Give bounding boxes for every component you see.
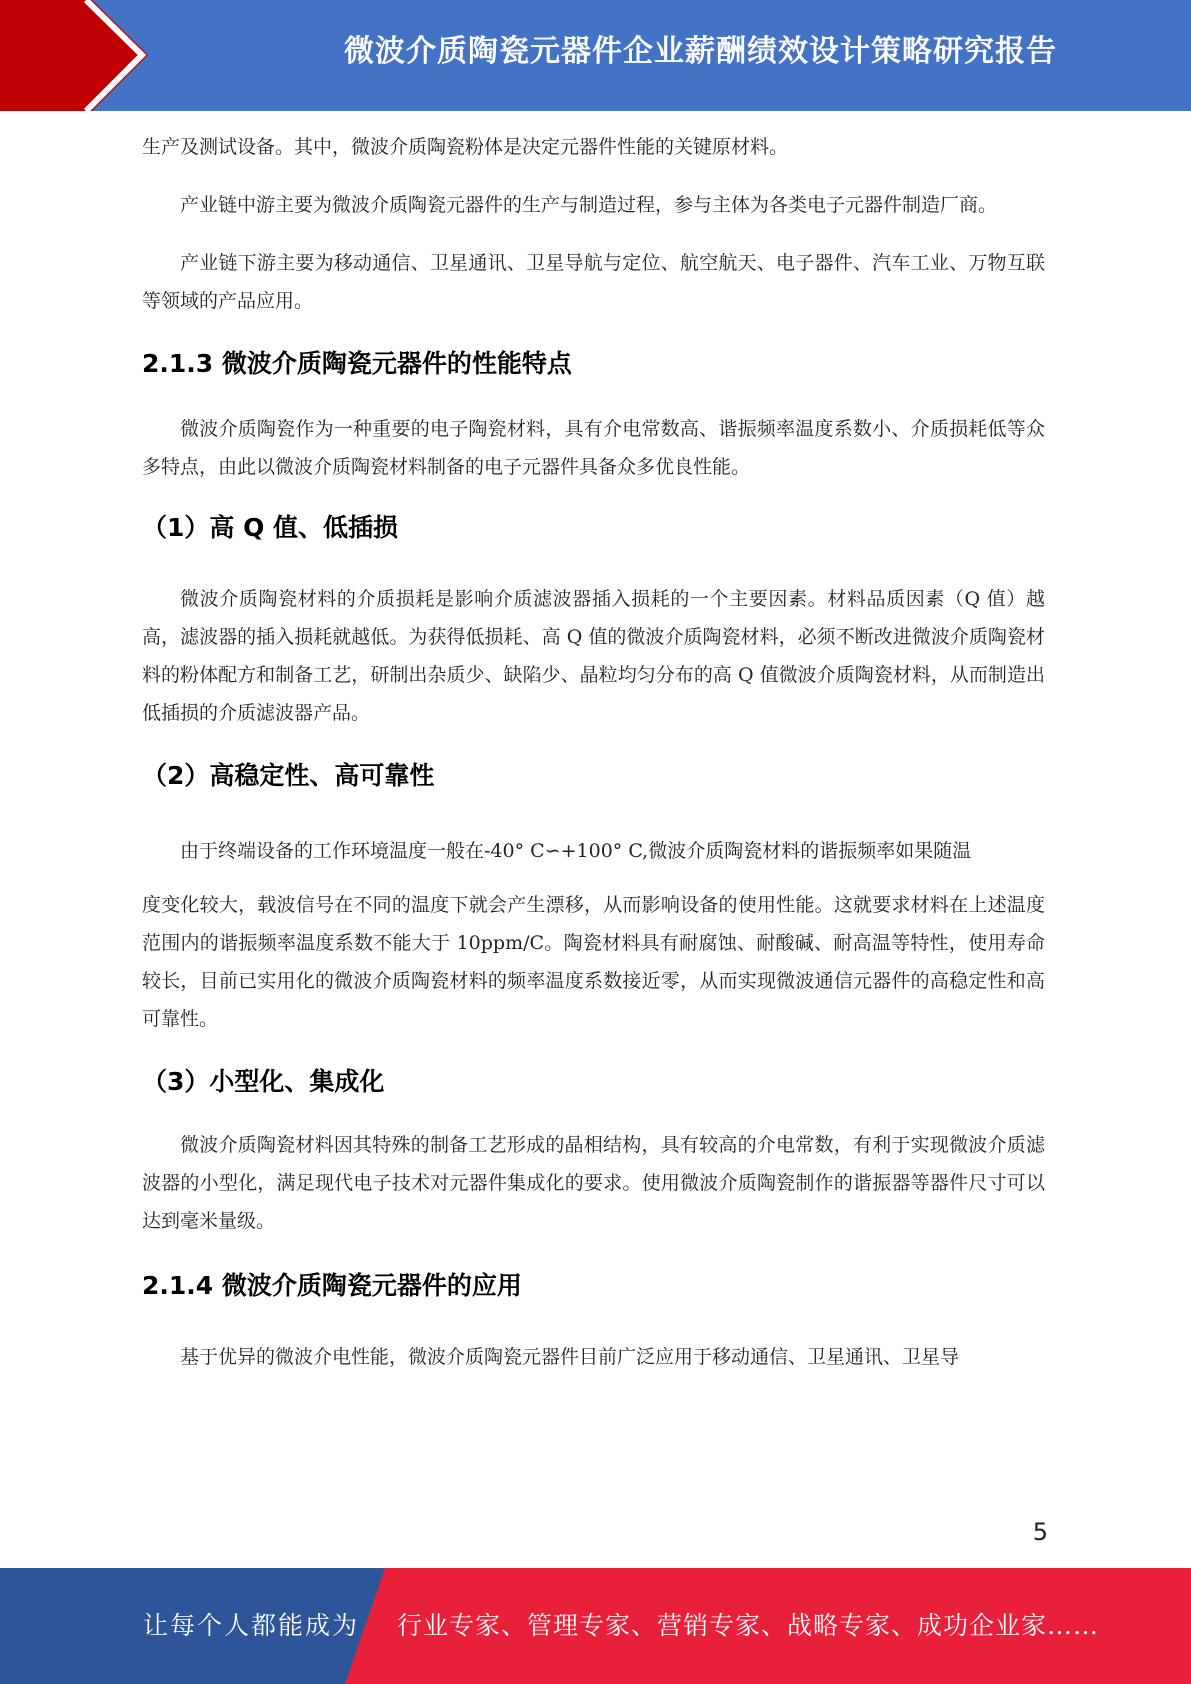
section-heading-2-1-4: 2.1.4 微波介质陶瓷元器件的应用 bbox=[142, 1271, 522, 1300]
paragraph-5: 微波介质陶瓷材料的介质损耗是影响介质滤波器插入损耗的一个主要因素。材料品质因素（Q 值）越高，滤波器的插入损耗就越低。为获得低损耗、高 Q 值的微波介质陶瓷材料，必须不断改进微波介质陶瓷材料的粉体配方和制备工艺，研制出杂质少、缺陷少、晶粒均匀分布的高 Q 值微波介质陶瓷材料，从而制造出低插损的介质滤波器产品。 bbox=[142, 588, 1045, 724]
footer-slogan-left: 让每个人都能成为 bbox=[143, 1611, 360, 1640]
paragraph-8: 基于优异的微波介电性能，微波介质陶瓷元器件目前广泛应用于移动通信、卫星通讯、卫星导 bbox=[180, 1346, 960, 1368]
paragraph-4: 微波介质陶瓷作为一种重要的电子陶瓷材料，具有介电常数高、谐振频率温度系数小、介质损耗低等众多特点，由此以微波介质陶瓷材料制备的电子元器件具备众多优良性能。 bbox=[142, 418, 1045, 478]
page-footer bbox=[0, 1568, 1191, 1684]
subheading-stability: （2）高稳定性、高可靠性 bbox=[142, 761, 435, 790]
paragraph-1: 生产及测试设备。其中，微波介质陶瓷粉体是决定元器件性能的关键原材料。 bbox=[142, 136, 789, 158]
paragraph-7: 微波介质陶瓷材料因其特殊的制备工艺形成的晶相结构，具有较高的介电常数，有利于实现微波介质滤波器的小型化，满足现代电子技术对元器件集成化的要求。使用微波介质陶瓷制作的谐振器等器件尺寸可以达到毫米量级。 bbox=[142, 1134, 1045, 1232]
page-body bbox=[142, 128, 1045, 1376]
subheading-high-q: （1）高 Q 值、低插损 bbox=[142, 513, 399, 542]
subheading-miniaturization: （3）小型化、集成化 bbox=[142, 1067, 385, 1096]
footer-slogan-right: 行业专家、管理专家、营销专家、战略专家、成功企业家…… bbox=[397, 1611, 1100, 1640]
section-heading-2-1-3: 2.1.3 微波介质陶瓷元器件的性能特点 bbox=[142, 349, 572, 378]
page-number: 5 bbox=[1032, 1518, 1048, 1546]
paragraph-6: 度变化较大，载波信号在不同的温度下就会产生漂移，从而影响设备的使用性能。这就要求材料在上述温度范围内的谐振频率温度系数不能大于 10ppm/C。陶瓷材料具有耐腐蚀、耐酸碱、耐高温等特性，使用寿命较长，目前已实用化的微波介质陶瓷材料的频率温度系数接近零，从而实现微波通信元器件的高稳定性和高可靠性。 bbox=[142, 894, 1045, 1030]
paragraph-3: 产业链下游主要为移动通信、卫星通讯、卫星导航与定位、航空航天、电子器件、汽车工业、万物互联等领域的产品应用。 bbox=[142, 252, 1045, 312]
paragraph-6-first-line: 由于终端设备的工作环境温度一般在-40° C∽+100° C,微波介质陶瓷材料的谐振频率如果随温 bbox=[180, 840, 972, 862]
page-header bbox=[0, 0, 1191, 111]
report-title: 微波介质陶瓷元器件企业薪酬绩效设计策略研究报告 bbox=[344, 34, 1057, 69]
paragraph-2: 产业链中游主要为微波介质陶瓷元器件的生产与制造过程，参与主体为各类电子元器件制造厂商。 bbox=[180, 194, 998, 216]
